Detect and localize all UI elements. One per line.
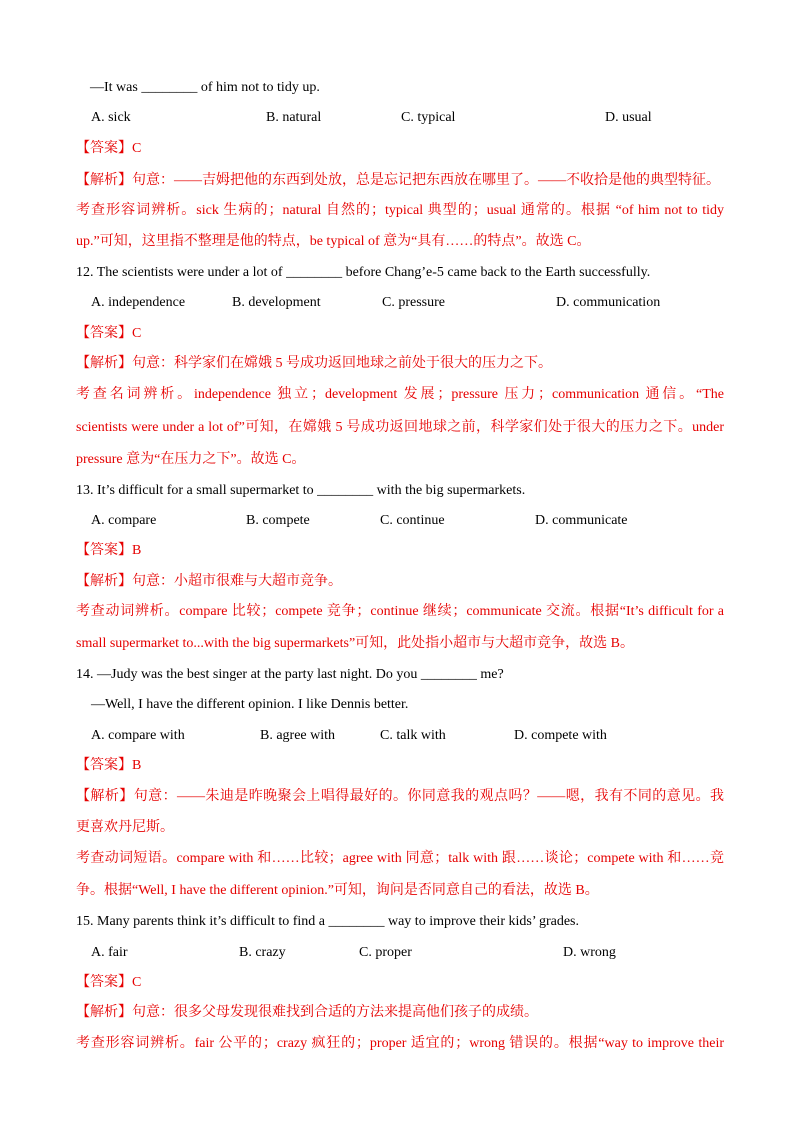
analysis-tag: 【解析】 — [76, 173, 132, 188]
q15-option-b: B. crazy — [239, 945, 286, 960]
q15-option-c: C. proper — [359, 945, 412, 960]
q13-analysis-line-1 — [76, 573, 724, 591]
q12-analysis-line-1 — [76, 355, 724, 373]
q11-option-b: B. natural — [266, 110, 322, 125]
q12-option-c: C. pressure — [382, 295, 445, 310]
answer-tag: 【答案】 — [76, 975, 132, 990]
answer-tag: 【答案】 — [76, 758, 132, 773]
q14-stem-2: —Well, I have the different opinion. I like Dennis better. — [91, 697, 409, 712]
q13-stem: 13. It’s difficult for a small supermarket to ________ with the big supermarkets. — [76, 483, 526, 498]
q12-stem: 12. The scientists were under a lot of ________ before Chang’e-5 came back to the Earth successfully. — [76, 265, 651, 280]
q15-option-d: D. wrong — [563, 945, 616, 960]
q12-analysis-line-2: 考查名词辨析。independence 独立；development 发展；pressure 压力；communication 通信。“The — [76, 387, 724, 402]
q11-option-c: C. typical — [401, 110, 456, 125]
q13-answer — [76, 542, 724, 560]
q11-stem: —It was ________ of him not to tidy up. — [90, 80, 320, 95]
q14-stem-1: 14. —Judy was the best singer at the party last night. Do you ________ me? — [76, 667, 504, 682]
q11-analysis-line-3: up.”可知，这里指不整理是他的特点，be typical of 意为“具有……的特点”。故选 C。 — [76, 234, 591, 249]
q12-option-d: D. communication — [556, 295, 661, 310]
q11-answer — [76, 140, 724, 158]
analysis-text: 句意：——吉姆把他的东西到处放，总是忘记把东西放在哪里了。——不收拾是他的典型特征。 — [132, 173, 720, 188]
q14-analysis-line-4: 争。根据“Well, I have the different opinion.”可知，询问是否同意自己的看法，故选 B。 — [76, 883, 599, 898]
q14-analysis-line-3: 考查动词短语。compare with 和……比较；agree with 同意；talk with 跟……谈论；compete with 和……竞 — [76, 851, 724, 866]
q12-analysis-line-3: scientists were under a lot of”可知，在嫦娥 5 号成功返回地球之前，科学家们处于很大的压力之下。under — [76, 420, 724, 435]
analysis-tag: 【解析】 — [76, 356, 132, 371]
analysis-tag: 【解析】 — [76, 1005, 132, 1020]
q14-option-b: B. agree with — [260, 728, 336, 743]
q15-analysis-line-1 — [76, 1004, 724, 1022]
analysis-text: 句意：小超市很难与大超市竞争。 — [132, 574, 342, 589]
q14-option-d: D. compete with — [514, 728, 607, 743]
q14-option-a: A. compare with — [91, 728, 185, 743]
q13-option-b: B. compete — [246, 513, 310, 528]
q11-analysis-line-1 — [76, 172, 724, 190]
answer-value: B — [132, 758, 142, 773]
analysis-tag: 【解析】 — [76, 574, 132, 589]
answer-value: C — [132, 326, 142, 341]
analysis-tag: 【解析】 — [76, 789, 134, 804]
q11-option-d: D. usual — [605, 110, 652, 125]
analysis-text: 句意：很多父母发现很难找到合适的方法来提高他们孩子的成绩。 — [132, 1005, 538, 1020]
q13-option-c: C. continue — [380, 513, 445, 528]
q15-stem: 15. Many parents think it’s difficult to find a ________ way to improve their kids’ grades. — [76, 914, 580, 929]
q15-answer — [76, 974, 724, 992]
q14-analysis-line-2: 更喜欢丹尼斯。 — [76, 820, 174, 835]
q15-analysis-line-2: 考查形容词辨析。fair 公平的；crazy 疯狂的；proper 适宜的；wrong 错误的。根据“way to improve their — [76, 1036, 724, 1051]
q14-analysis-line-1 — [76, 788, 724, 806]
q12-option-b: B. development — [232, 295, 321, 310]
q11-analysis-line-2: 考查形容词辨析。sick 生病的；natural 自然的；typical 典型的；usual 通常的。根据 “of him not to tidy — [76, 203, 724, 218]
q13-option-a: A. compare — [91, 513, 157, 528]
answer-tag: 【答案】 — [76, 543, 132, 558]
answer-value: C — [132, 141, 142, 156]
q12-analysis-line-4: pressure 意为“在压力之下”。故选 C。 — [76, 452, 306, 467]
q14-answer — [76, 757, 724, 775]
analysis-text: 句意：科学家们在嫦娥 5 号成功返回地球之前处于很大的压力之下。 — [132, 356, 552, 371]
q13-analysis-line-2: 考查动词辨析。compare 比较；compete 竞争；continue 继续；communicate 交流。根据“It’s difficult for a — [76, 604, 724, 619]
answer-value: B — [132, 543, 142, 558]
analysis-text: 句意：——朱迪是昨晚聚会上唱得最好的。你同意我的观点吗？——嗯，我有不同的意见。我 — [133, 789, 725, 804]
q15-option-a: A. fair — [91, 945, 128, 960]
answer-tag: 【答案】 — [76, 326, 132, 341]
q13-option-d: D. communicate — [535, 513, 628, 528]
q14-option-c: C. talk with — [380, 728, 446, 743]
answer-tag: 【答案】 — [76, 141, 132, 156]
q12-answer — [76, 325, 724, 343]
q13-analysis-line-3: small supermarket to...with the big supermarkets”可知，此处指小超市与大超市竞争，故选 B。 — [76, 636, 634, 651]
q12-option-a: A. independence — [91, 295, 186, 310]
q11-option-a: A. sick — [91, 110, 131, 125]
answer-value: C — [132, 975, 142, 990]
